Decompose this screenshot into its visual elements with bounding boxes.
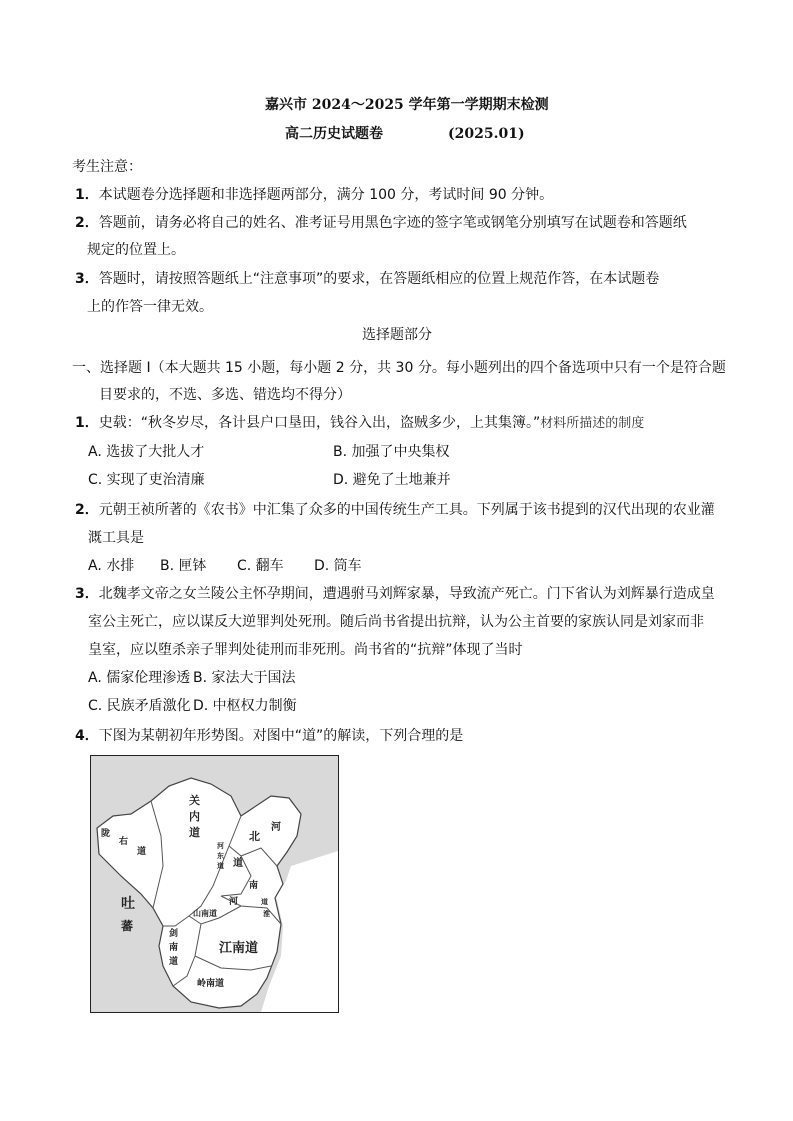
label-henan-1: 河	[229, 897, 239, 907]
question-number: 2．	[75, 502, 99, 518]
label-hedong-1: 河	[217, 842, 224, 850]
label-guannei-3: 道	[189, 826, 200, 839]
notice-item-3	[75, 269, 659, 289]
label-henan-3: 道	[261, 898, 268, 906]
map-svg	[91, 756, 338, 1012]
notice-item-1	[75, 185, 553, 205]
question-4-stem	[75, 726, 463, 746]
question-text: 史载：“秋冬岁尽，各计县户口垦田，钱谷入出，盗贼多少，上其集簿。”	[98, 415, 541, 431]
question-text-tail: 材料所描述的制度	[540, 416, 645, 431]
question-2-option-c[interactable]: C. 翻车	[237, 558, 284, 574]
section-heading-line-2: 目要求的，不选、多选、错选均不得分）	[99, 387, 351, 403]
question-3-stem-line-3: 皇室，应以堕杀亲子罪判处徒刑而非死刑。尚书省的“抗辩”体现了当时	[88, 642, 523, 658]
label-guannei-1: 关	[189, 794, 200, 807]
label-hebei-2: 河	[271, 822, 281, 833]
question-2-option-a[interactable]: A. 水排	[88, 558, 135, 574]
question-3-option-b[interactable]: B. 家法大于国法	[193, 670, 296, 686]
question-text: 北魏孝文帝之女兰陵公主怀孕期间，遭遇驸马刘辉家暴，导致流产死亡。门下省认为刘辉暴行造成皇	[98, 586, 715, 602]
question-1-option-c[interactable]: C. 实现了吏治清廉	[88, 472, 205, 488]
question-2-stem-continued: 溉工具是	[88, 530, 144, 546]
notice-item-2	[75, 213, 687, 233]
notice-heading: 考生注意：	[72, 159, 142, 175]
label-jiannan-1: 剑	[169, 929, 179, 939]
label-huai: 淮	[263, 910, 270, 918]
question-3-stem-line-2: 室公主死亡，应以谋反大逆罪判处死刑。随后尚书省提出抗辩，认为公主首要的家族认同是刘家而非	[88, 614, 704, 630]
label-longyou-2: 右	[119, 837, 129, 847]
label-jiangnan: 江南道	[219, 941, 259, 956]
question-text: 元朝王祯所著的《农书》中汇集了众多的中国传统生产工具。下列属于该书提到的汉代出现的农业灌	[98, 502, 715, 518]
label-jiannan-2: 南	[169, 943, 179, 953]
notice-item-text: 本试题卷分选择题和非选择题两部分，满分 100 分，考试时间 90 分钟。	[98, 187, 554, 203]
section-heading-line-1: 一、选择题 I（本大题共 15 小题，每小题 2 分，共 30 分。每小题列出的四个备选项中只有一个是符合题	[72, 360, 726, 376]
question-2-option-b[interactable]: B. 匣钵	[160, 558, 207, 574]
label-dao-small: 道	[233, 858, 243, 869]
question-3-option-c[interactable]: C. 民族矛盾激化	[88, 698, 191, 714]
label-lingnan: 岭南道	[197, 979, 225, 989]
dynasty-map-figure	[90, 755, 339, 1013]
question-number: 4．	[75, 728, 99, 744]
question-1-option-d[interactable]: D. 避免了土地兼并	[333, 472, 451, 488]
question-3-option-d[interactable]: D. 中枢权力制衡	[193, 698, 297, 714]
question-number: 3．	[75, 586, 99, 602]
label-hebei-1: 北	[249, 830, 260, 843]
notice-item-number: 2．	[75, 215, 99, 231]
label-tubo-2: 蕃	[121, 919, 134, 933]
label-longyou-1: 陇	[101, 829, 111, 839]
label-tubo-1: 吐	[121, 896, 135, 912]
question-number: 1．	[75, 415, 99, 431]
label-shannan: 山南道	[193, 909, 217, 918]
exam-title: 嘉兴市 2024～2025 学年第一学期期末检测	[265, 97, 549, 113]
notice-item-3-continued: 上的作答一律无效。	[87, 299, 213, 315]
question-text: 下图为某朝初年形势图。对图中“道”的解读，下列合理的是	[98, 728, 464, 744]
exam-date: (2025.01)	[448, 126, 525, 142]
label-jiannan-3: 道	[169, 957, 179, 967]
notice-item-number: 3．	[75, 271, 99, 287]
notice-item-number: 1．	[75, 187, 99, 203]
label-guannei-2: 内	[189, 810, 200, 823]
section-title: 选择题部分	[362, 327, 432, 343]
question-3-stem	[75, 584, 715, 604]
question-1-option-b[interactable]: B. 加强了中央集权	[333, 444, 450, 460]
question-2-stem	[75, 500, 715, 520]
notice-item-text: 答题前，请务必将自己的姓名、准考证号用黑色字迹的签字笔或钢笔分别填写在试题卷和答题纸	[98, 215, 687, 231]
question-1-stem	[75, 413, 644, 434]
exam-subtitle: 高二历史试题卷	[285, 126, 383, 142]
label-henan-2: 南	[249, 881, 259, 891]
question-2-option-d[interactable]: D. 筒车	[314, 558, 362, 574]
question-3-option-a[interactable]: A. 儒家伦理渗透	[88, 670, 191, 686]
notice-item-text: 答题时，请按照答题纸上“注意事项”的要求，在答题纸相应的位置上规范作答，在本试题卷	[98, 271, 660, 287]
question-1-option-a[interactable]: A. 选拔了大批人才	[88, 444, 205, 460]
label-hedong-3: 道	[217, 862, 224, 870]
label-longyou-3: 道	[137, 847, 147, 857]
label-hedong-2: 东	[217, 852, 224, 860]
notice-item-2-continued: 规定的位置上。	[87, 242, 185, 258]
